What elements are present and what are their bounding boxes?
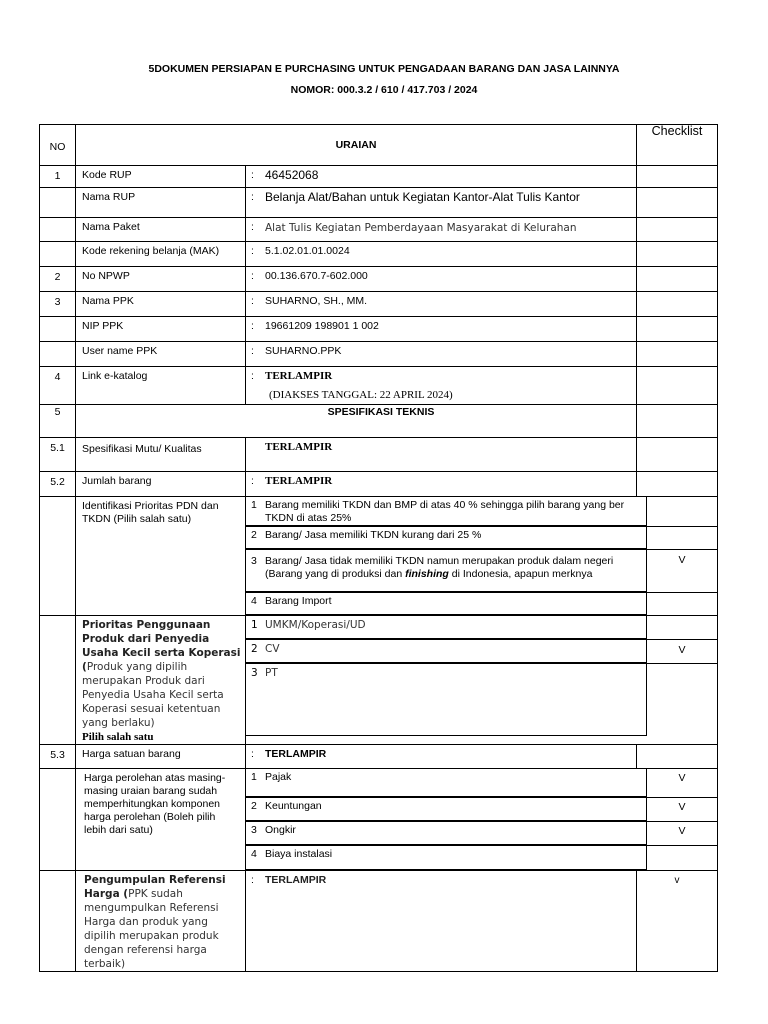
row-number: 5.2 (40, 472, 76, 497)
checklist-cell[interactable] (637, 745, 718, 769)
row-number: 4 (40, 367, 76, 405)
option-row: 4 Biaya instalasi (246, 846, 717, 870)
pdn-option-1[interactable]: Barang memiliki TKDN dan BMP di atas 40 % sehingga pilih barang yang ber TKDN di atas 25% (265, 499, 625, 524)
table-row (40, 267, 718, 292)
ukm-option-3[interactable]: PT (265, 667, 278, 679)
row-label-ukm: Prioritas Penggunaan Produk dari Penyedia Usaha Kecil serta Koperasi (Produk yang dipilih merupakan Produk dari Penyedia Usaha Kecil serta Koperasi sesuai ketentuan yang berlaku) Pilih salah satu (76, 616, 246, 745)
row-label-harga-perolehan: Harga perolehan atas masing-masing uraian barang sudah memperhitungkan komponen harga perolehan (Boleh pilih lebih dari satu) (76, 769, 246, 871)
colon: : (251, 191, 254, 203)
perolehan-option-instalasi[interactable]: Biaya instalasi (265, 848, 333, 860)
option-row: 2 Barang/ Jasa memiliki TKDN kurang dari 25 % (246, 527, 717, 550)
checklist-cell[interactable] (637, 405, 718, 438)
kode-rup-value: 46452068 (265, 168, 319, 182)
referensi-value: TERLAMPIR (265, 874, 327, 886)
harga-satuan-value: TERLAMPIR (265, 748, 327, 760)
section-spesifikasi-teknis: SPESIFIKASI TEKNIS (76, 405, 637, 438)
ukm-option-1-check[interactable] (647, 616, 717, 639)
colon: : (251, 245, 254, 257)
row-label-username-ppk: User name PPK (76, 342, 246, 367)
pdn-option-4-check[interactable] (647, 593, 717, 615)
option-row: 2 CV V (246, 640, 717, 664)
table-row (40, 871, 718, 972)
table-header-row (40, 125, 718, 166)
option-row: 4 Barang Import (246, 593, 717, 615)
row-label-nama-ppk: Nama PPK (76, 292, 246, 317)
access-date-note: (DIAKSES TANGGAL: 22 APRIL 2024) (269, 389, 453, 401)
colon: : (251, 221, 254, 233)
row-label-nama-rup: Nama RUP (76, 188, 246, 218)
checklist-cell[interactable] (637, 317, 718, 342)
pdn-option-2-check[interactable] (647, 527, 717, 549)
table-row (40, 317, 718, 342)
table-row (40, 367, 718, 405)
colon: : (251, 370, 254, 382)
row-number: 5.1 (40, 438, 76, 472)
referensi-check[interactable]: v (637, 871, 718, 972)
header-no: NO (40, 125, 76, 166)
row-label-kode-rekening: Kode rekening belanja (MAK) (76, 242, 246, 267)
perolehan-option-ongkir[interactable]: Ongkir (265, 824, 296, 836)
colon: : (251, 295, 254, 307)
pdn-option-2[interactable]: Barang/ Jasa memiliki TKDN kurang dari 25 % (265, 529, 482, 541)
table-row (40, 438, 718, 472)
checklist-cell[interactable] (637, 472, 718, 497)
table-row (40, 745, 718, 769)
perolehan-option-pajak[interactable]: Pajak (265, 771, 292, 783)
row-label-mutu: Spesifikasi Mutu/ Kualitas (76, 438, 246, 472)
checklist-cell[interactable] (637, 166, 718, 188)
table-row (40, 242, 718, 267)
username-ppk-value: SUHARNO.PPK (265, 345, 342, 357)
table-row (40, 218, 718, 242)
pdn-option-1-check[interactable] (647, 497, 717, 526)
checklist-cell[interactable] (637, 218, 718, 242)
colon: : (251, 748, 254, 760)
perolehan-option-ongkir-check[interactable]: V (678, 825, 686, 837)
row-label-harga-satuan: Harga satuan barang (76, 745, 246, 769)
colon: : (251, 270, 254, 282)
option-row: 1 Pajak V (246, 769, 717, 798)
row-label-jumlah: Jumlah barang (76, 472, 246, 497)
row-number: 3 (40, 292, 76, 317)
ukm-option-2-check[interactable]: V (678, 644, 686, 656)
table-row (40, 166, 718, 188)
row-number: 2 (40, 267, 76, 292)
colon: : (251, 169, 254, 181)
nama-rup-value: Belanja Alat/Bahan untuk Kegiatan Kantor-Alat Tulis Kantor (265, 190, 580, 204)
table-row (40, 497, 718, 616)
npwp-value: 00.136.670.7-602.000 (265, 270, 368, 282)
table-row (40, 616, 718, 745)
colon: : (251, 320, 254, 332)
nama-paket-value: Alat Tulis Kegiatan Pemberdayaan Masyarakat di Kelurahan (265, 222, 577, 234)
colon: : (251, 345, 254, 357)
row-label-referensi-harga: Pengumpulan Referensi Harga (PPK sudah mengumpulkan Referensi Harga dan produk yang dipilih merupakan produk dengan referensi harga terbaik) (76, 871, 246, 972)
header-checklist: Checklist (637, 125, 718, 166)
option-row: 3 Barang/ Jasa tidak memiliki TKDN namun merupakan produk dalam negeri (Barang yang di produksi dan finishing di Indonesia, apapun merknya V (246, 550, 717, 593)
row-number: 5.3 (40, 745, 76, 769)
row-label-npwp: No NPWP (76, 267, 246, 292)
option-row: 1 Barang memiliki TKDN dan BMP di atas 40 % sehingga pilih barang yang ber TKDN di atas 25% (246, 497, 717, 527)
ukm-option-1[interactable]: UMKM/Koperasi/UD (265, 619, 366, 631)
checklist-cell[interactable] (637, 438, 718, 472)
ukm-option-2[interactable]: CV (265, 643, 280, 655)
nip-ppk-value: 19661209 198901 1 002 (265, 320, 379, 332)
row-label-pdn-tkdn: Identifikasi Prioritas PDN dan TKDN (Pilih salah satu) (76, 497, 246, 616)
perolehan-option-keuntungan-check[interactable]: V (678, 801, 686, 813)
table-row (40, 472, 718, 497)
ukm-option-3-check[interactable] (647, 664, 717, 736)
pdn-option-3[interactable]: Barang/ Jasa tidak memiliki TKDN namun merupakan produk dalam negeri (Barang yang di produksi dan finishing di Indonesia, apapun merknya (265, 555, 614, 580)
link-katalog-value: TERLAMPIR (265, 370, 333, 382)
colon: : (251, 874, 254, 886)
checklist-cell[interactable] (637, 188, 718, 218)
checklist-cell[interactable] (637, 292, 718, 317)
table-row (40, 405, 718, 438)
row-label-kode-rup: Kode RUP (76, 166, 246, 188)
checklist-cell[interactable] (637, 342, 718, 367)
table-row (40, 292, 718, 317)
pdn-option-3-check[interactable]: V (678, 554, 686, 566)
perolehan-option-pajak-check[interactable]: V (678, 772, 686, 784)
checklist-cell[interactable] (637, 242, 718, 267)
document-title: 5DOKUMEN PERSIAPAN E PURCHASING UNTUK PENGADAAN BARANG DAN JASA LAINNYA (148, 63, 620, 75)
table-row (40, 188, 718, 218)
option-row: 2 Keuntungan V (246, 798, 717, 822)
mutu-value: TERLAMPIR (265, 441, 333, 453)
row-label-nip-ppk: NIP PPK (76, 317, 246, 342)
row-label-link-katalog: Link e-katalog (76, 367, 246, 405)
nama-ppk-value: SUHARNO, SH., MM. (265, 295, 368, 307)
jumlah-value: TERLAMPIR (265, 475, 333, 487)
option-row: 3 Ongkir V (246, 822, 717, 846)
checklist-table (39, 124, 718, 972)
row-number: 1 (40, 166, 76, 188)
pdn-option-4[interactable]: Barang Import (265, 595, 332, 607)
document-number: NOMOR: 000.3.2 / 610 / 417.703 / 2024 (290, 84, 478, 96)
perolehan-option-keuntungan[interactable]: Keuntungan (265, 800, 322, 812)
checklist-cell[interactable] (637, 367, 718, 405)
table-row (40, 769, 718, 871)
colon: : (251, 475, 254, 487)
row-number: 5 (40, 405, 76, 438)
row-label-nama-paket: Nama Paket (76, 218, 246, 242)
kode-rekening-value: 5.1.02.01.01.0024 (265, 245, 350, 257)
option-row: 3 PT (246, 664, 717, 736)
header-uraian: URAIAN (76, 125, 637, 166)
option-row: 1 UMKM/Koperasi/UD (246, 616, 717, 640)
perolehan-option-instalasi-check[interactable] (647, 846, 717, 870)
table-row (40, 342, 718, 367)
checklist-cell[interactable] (637, 267, 718, 292)
